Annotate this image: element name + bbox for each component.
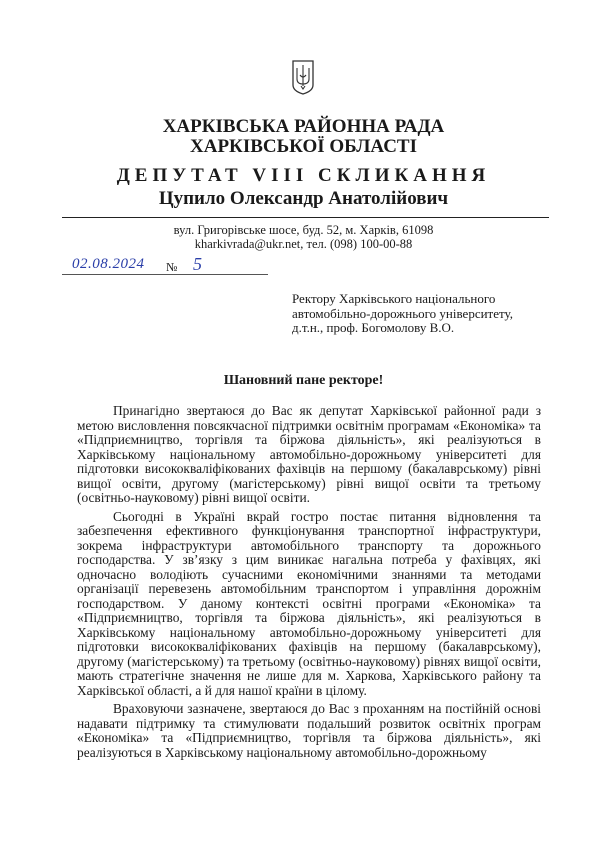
letter-body [77,404,541,764]
letter-number: 5 [193,254,202,274]
body-paragraph: Принагідно звертаюся до Вас як депутат Харківської районної ради з метою висловлення повсякчасної підтримки освітнім програмам «Економіка» та «Підприємництво, торгівля та біржова діяльність», які реалізуються в Харківському національному автомобільно-дорожньому університеті для підготовки висококваліфікованих фахівців на першому (бакалаврському) рівні вищої освіти, другому (магістерському) рівні вищої освіти та третьому (освітньо-науковому) рівні вищої освіти. [77,403,541,505]
body-paragraph: Враховуючи зазначене, звертаюся до Вас з проханням на постійній основі надавати підтримку та стимулювати подальший розвиток освітніх програм «Економіка» та «Підприємництво, торгівля та біржова діяльність», які реалізуються в Харківському національному автомобільно-дорожньому [77,701,541,760]
letter-number-label: № [166,260,178,274]
deputy-name: Цупило Олександр Анатолійович [158,188,449,209]
letter-date: 02.08.2024 [72,256,145,272]
addressee-line: автомобільно-дорожнього університету, [292,305,513,321]
organization-name: ХАРКІВСЬКА РАЙОННА РАДА [162,116,445,137]
registry-underline [62,274,268,275]
addressee-block [292,292,513,336]
deputy-title: ДЕПУТАТ VIII СКЛИКАННЯ [116,165,491,186]
postal-address: вул. Григорівське шосе, буд. 52, м. Харків, 61098 [173,223,434,237]
header-divider [62,217,549,218]
organization-region: ХАРКІВСЬКОЇ ОБЛАСТІ [190,136,417,157]
contact-info: kharkivrada@ukr.net, тел. (098) 100-00-88 [194,237,413,251]
addressee-line: д.т.н., проф. Богомолову В.О. [292,320,455,335]
salutation: Шановний пане ректоре! [223,373,384,388]
body-paragraph: Сьогодні в Україні вкрай гостро постає питання відновлення та забезпечення ефективного функціонування транспортної інфраструктури, зокрема інфраструктури автомобільного транспорту та дорожнього господарства. У зв’язку з цим виникає нагальна потреба у фахівцях, які одночасно володіють сучасними економічними знаннями та методами організації перевезень автомобільним транспортом і управління дорожнім господарством. У даному контексті освітні програми «Економіка» та «Підприємництво, торгівля та біржова діяльність», які реалізуються в Харківському національному автомобільно-дорожньому університеті для підготовки висококваліфікованих фахівців на першому (бакалаврському), другому (магістерському) та третьому (освітньо-науковому) рівнях вищої освіти, мають стратегічне значення не лише для м. Харкова, Харківського району та Харківської області, а й для нашої країни в цілому. [77,508,541,698]
addressee-line: Ректору Харківського національного [292,291,496,306]
trident-icon [291,59,315,95]
